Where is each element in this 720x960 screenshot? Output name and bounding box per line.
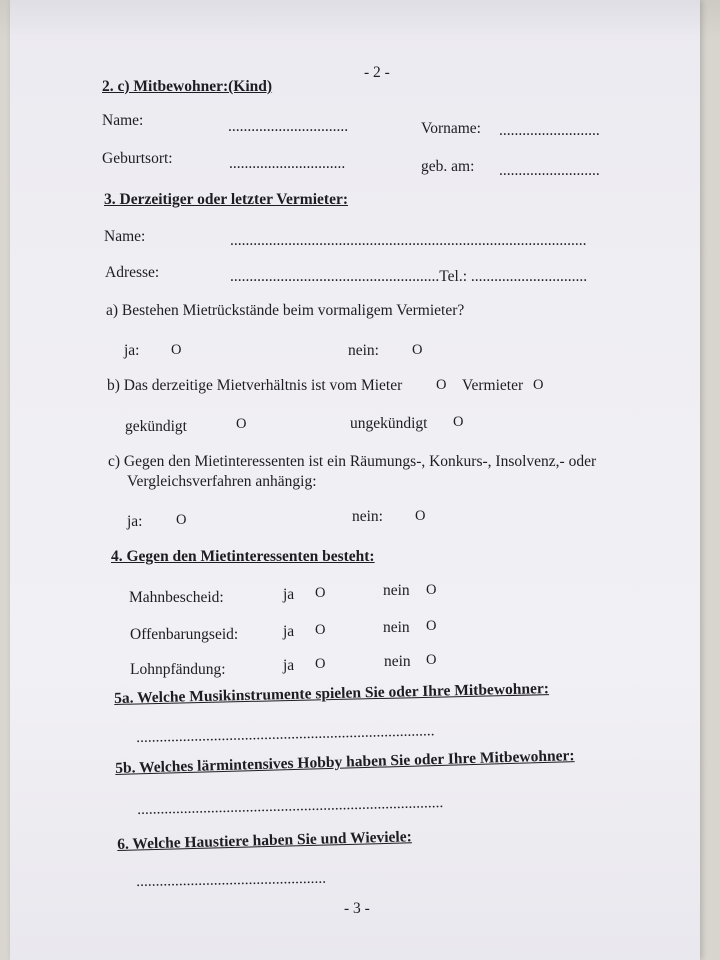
question-b-mieter-option[interactable]: O [436, 377, 447, 393]
adresse-tel-field[interactable]: ......................................................Tel.: .............................. [230, 268, 588, 285]
question-c-nein-option[interactable]: O [415, 508, 426, 524]
question-a-nein-option[interactable]: O [412, 342, 423, 358]
section-5a-field[interactable]: ............................................................................. [136, 722, 435, 746]
name-field[interactable]: ............................... [228, 118, 349, 135]
question-c-line1: c) Gegen den Mietinteressenten ist ein Räumungs-, Konkurs-, Insolvenz,- oder [108, 453, 597, 470]
geburtsort-field[interactable]: .............................. [229, 155, 346, 172]
adresse-label: Adresse: [105, 264, 160, 281]
mahnbescheid-nein-option[interactable]: O [426, 582, 437, 598]
question-a: a) Bestehen Mietrückstände beim vormaligem Vermieter? [106, 302, 465, 319]
question-b: b) Das derzeitige Mietverhältnis ist vom Mieter [107, 377, 403, 394]
mahnbescheid-ja-option[interactable]: O [315, 585, 326, 601]
mahnbescheid-ja-label: ja [283, 586, 295, 603]
question-b-vermieter-label: Vermieter [462, 377, 524, 394]
ungekuendigt-option[interactable]: O [453, 414, 464, 430]
geb-am-label: geb. am: [421, 158, 475, 175]
name-label: Name: [102, 112, 144, 129]
vermieter-name-field[interactable]: ............................................................................................ [230, 232, 587, 249]
mahnbescheid-nein-label: nein [383, 582, 410, 599]
question-c-ja-label: ja: [127, 513, 143, 530]
question-a-ja-label: ja: [124, 342, 140, 359]
lohnpfaendung-nein-label: nein [384, 653, 411, 670]
lohnpfaendung-nein-option[interactable]: O [426, 652, 437, 668]
section-6-field[interactable]: ................................................. [136, 869, 327, 890]
question-a-ja-option[interactable]: O [171, 342, 182, 358]
mahnbescheid-label: Mahnbescheid: [129, 589, 224, 606]
paper-sheet [10, 0, 700, 960]
section-4-heading: 4. Gegen den Mietinteressenten besteht: [111, 548, 375, 565]
question-a-nein-label: nein: [348, 342, 379, 359]
gekuendigt-option[interactable]: O [236, 416, 247, 432]
top-shadow [0, 0, 720, 40]
offenbarungseid-ja-label: ja [283, 623, 295, 640]
lohnpfaendung-ja-option[interactable]: O [315, 656, 326, 672]
offenbarungseid-ja-option[interactable]: O [315, 622, 326, 638]
offenbarungseid-label: Offenbarungseid: [130, 626, 239, 643]
section-5b-heading: 5b. Welches lärmintensives Hobby haben Sie oder Ihre Mitbewohner: [115, 747, 575, 777]
section-5a-heading: 5a. Welche Musikinstrumente spielen Sie oder Ihre Mitbewohner: [114, 680, 550, 707]
gekuendigt-label: gekündigt [125, 418, 187, 435]
geb-am-field[interactable]: .......................... [499, 162, 600, 179]
question-c-nein-label: nein: [352, 508, 383, 525]
offenbarungseid-nein-label: nein [383, 619, 410, 636]
ungekuendigt-label: ungekündigt [350, 415, 428, 432]
section-2c-heading: 2. c) Mitbewohner:(Kind) [102, 78, 273, 95]
question-b-vermieter-option[interactable]: O [533, 377, 544, 393]
offenbarungseid-nein-option[interactable]: O [426, 618, 437, 634]
question-c-ja-option[interactable]: O [176, 512, 187, 528]
section-3-heading: 3. Derzeitiger oder letzter Vermieter: [104, 191, 348, 208]
vorname-field[interactable]: .......................... [499, 122, 600, 139]
page-number-bottom: - 3 - [344, 900, 370, 917]
lohnpfaendung-label: Lohnpfändung: [130, 661, 226, 678]
page-number-top: - 2 - [364, 64, 390, 81]
vorname-label: Vorname: [421, 120, 481, 137]
section-6-heading: 6. Welche Haustiere haben Sie und Wieviele: [117, 828, 413, 853]
lohnpfaendung-ja-label: ja [283, 657, 295, 674]
vermieter-name-label: Name: [104, 228, 146, 245]
geburtsort-label: Geburtsort: [102, 150, 173, 167]
question-c-line2: Vergleichsverfahren anhängig: [127, 473, 317, 490]
section-5b-field[interactable]: ............................................................................... [137, 794, 444, 818]
